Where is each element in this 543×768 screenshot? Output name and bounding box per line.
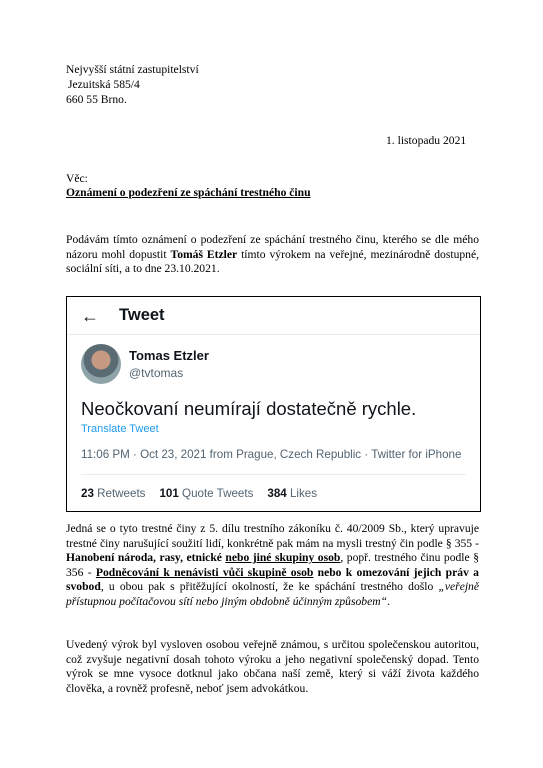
intro-text-2: tímto výrokem na veřejné, mezinárodně dostupné, sociální síti, a to dne 23.10.2021. [66, 247, 480, 276]
tweet-meta: 11:06 PM · Oct 23, 2021 from Prague, Czech Republic · Twitter for iPhone [81, 448, 462, 461]
back-arrow-icon[interactable]: ← [81, 306, 99, 326]
translate-tweet-link[interactable]: Translate Tweet [81, 423, 159, 435]
address-line-office: Nejvyšší státní zastupitelství [66, 63, 199, 76]
likes-label[interactable]: Likes [289, 487, 318, 500]
legal-text-end: . [387, 594, 390, 608]
tweet-stats-divider [81, 474, 466, 475]
tweet-text: Neočkovaní neumírají dostatečně rychle. [81, 398, 417, 419]
avatar[interactable] [81, 344, 121, 384]
offense-355-underlined: nebo jiné skupiny osob [225, 551, 341, 565]
legal-quote: „veřejně přístupnou počítačovou sítí nebo jiným obdobně účinným způsobem“ [66, 580, 479, 608]
tweet-stats [81, 487, 317, 500]
legal-paragraph [66, 522, 479, 610]
subject-label: Věc: [66, 172, 88, 185]
tweet-author-handle[interactable]: @tvtomas [129, 366, 184, 380]
legal-text-3: , u obou pak s přitěžující okolností, že ke spáchání trestného došlo [100, 580, 439, 594]
accused-name: Tomáš Etzler [170, 247, 238, 261]
impact-paragraph: Uvedený výrok byl vysloven osobou veřejně známou, s určitou společenskou autoritou, což zvyšuje negativní dosah tohoto výroku a jeho negativní společenský dopad. Tento výrok se mne vysoce dotknul jako občana naší země, který si váží života každého člověka, a rovněž profesně, neboť jsem advokátkou. [66, 638, 479, 695]
offense-356-rest: nebo k omezování jejich práv a svobod [66, 565, 479, 594]
offense-356-underlined: Podněcování k nenávisti vůči skupině osob [95, 565, 314, 579]
subject-title: Oznámení o podezření ze spáchání trestného činu [66, 186, 311, 199]
likes-count[interactable]: 384 [267, 487, 287, 500]
tweet-screenshot [66, 296, 481, 512]
intro-text-1: Podávám tímto oznámení o podezření ze spáchání trestného činu, kterého se dle mého názoru mohl dopustit [66, 233, 479, 261]
address-line-street: Jezuitská 585/4 [68, 78, 140, 91]
tweet-header-divider [67, 334, 480, 335]
letter-date: 1. listopadu 2021 [386, 134, 467, 147]
retweets-count[interactable]: 23 [81, 487, 94, 500]
legal-text-2: , popř. trestného činu podle § 356 - [66, 551, 479, 579]
offense-355-title: Hanobení národa, rasy, etnické [66, 551, 226, 565]
tweet-header-title: Tweet [119, 306, 165, 324]
legal-text-1: Jedná se o tyto trestné činy z 5. dílu trestního zákoníku č. 40/2009 Sb., který upravuje trestné činy narušující soužití lidí, konkrétně pak mám na mysli trestný čin podle § 355 - [66, 522, 479, 550]
intro-paragraph [66, 233, 479, 277]
retweets-label[interactable]: Retweets [97, 487, 146, 500]
address-line-city: 660 55 Brno. [66, 93, 127, 106]
tweet-author-name[interactable]: Tomas Etzler [129, 348, 209, 363]
quote-tweets-count[interactable]: 101 [159, 487, 179, 500]
quote-tweets-label[interactable]: Quote Tweets [182, 487, 254, 500]
